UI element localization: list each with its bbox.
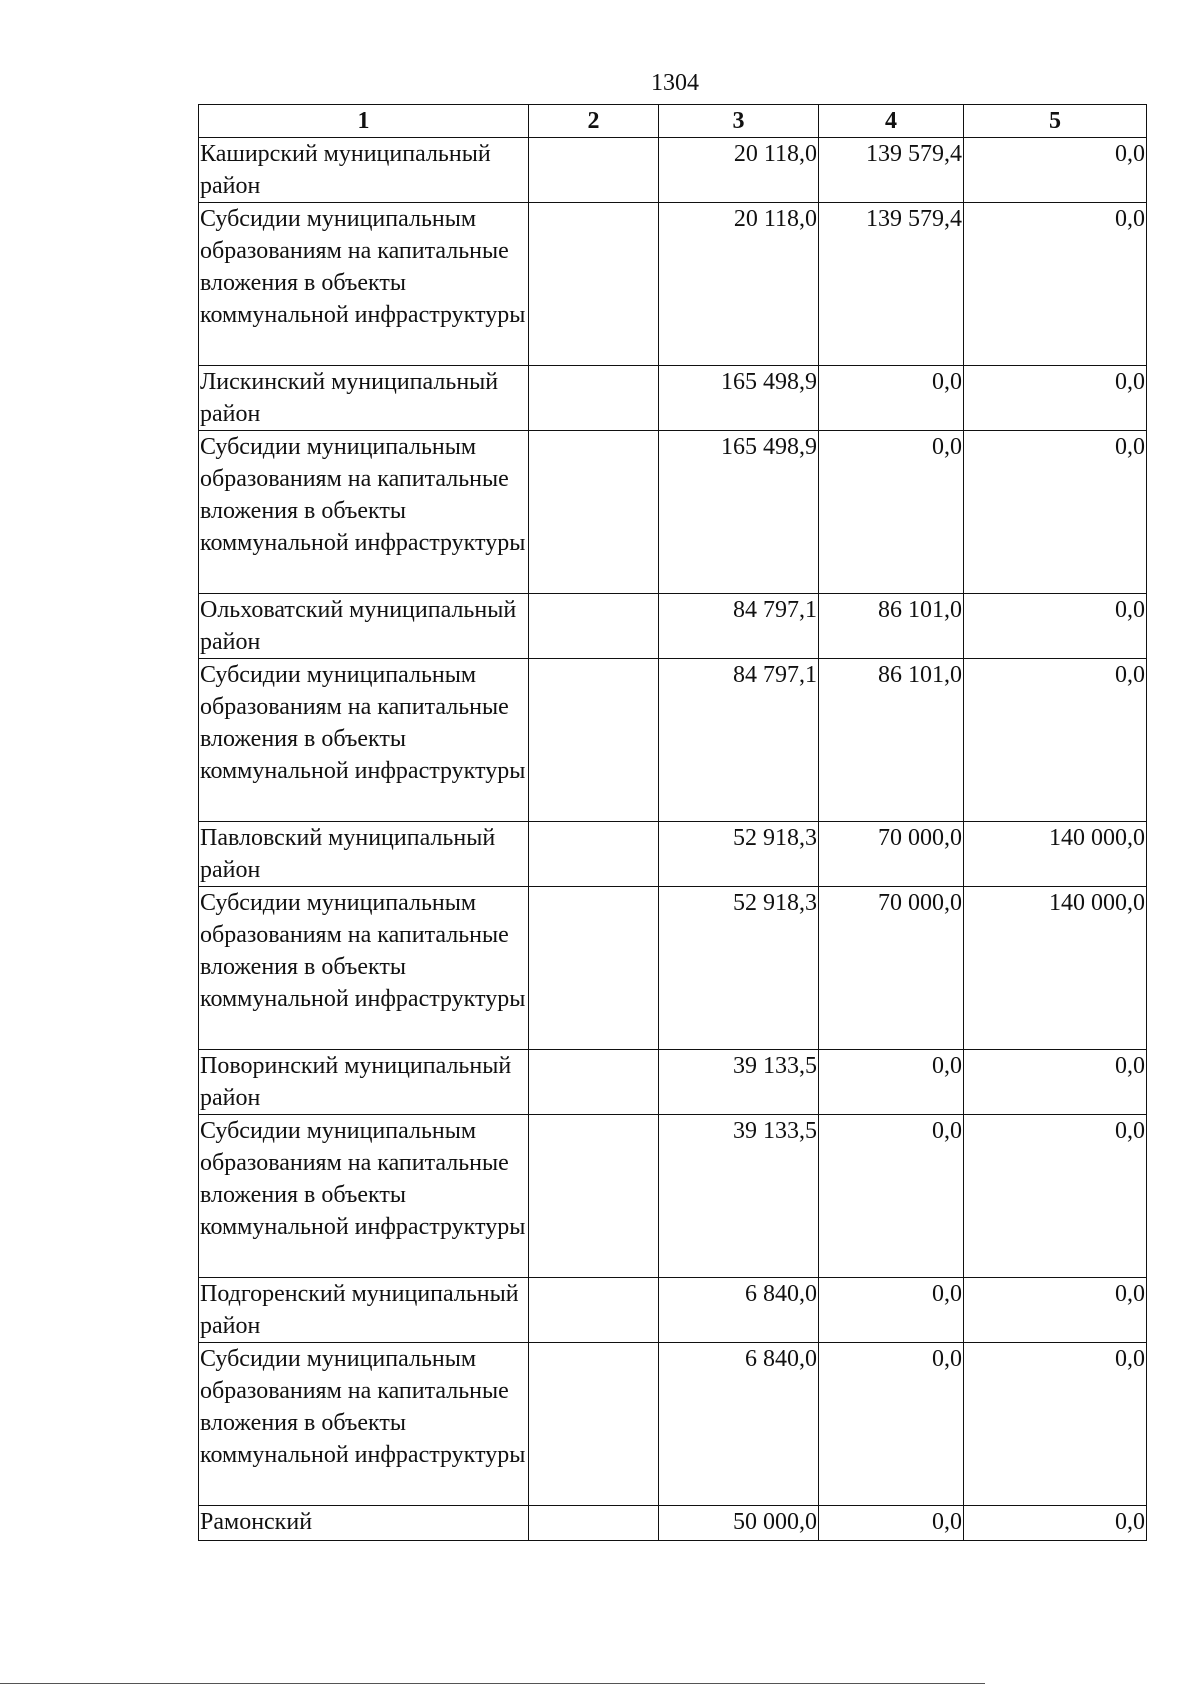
cell-col3: 6 840,0: [659, 1343, 819, 1506]
row-name: Подгоренский муниципальный район: [199, 1278, 529, 1343]
cell-col5: 140 000,0: [964, 887, 1147, 1050]
table-header-row: [199, 105, 1147, 138]
cell-col4: 0,0: [819, 1115, 964, 1278]
row-name: Поворинский муниципальный район: [199, 1050, 529, 1115]
table-row: [199, 1115, 1147, 1278]
table-row: [199, 1050, 1147, 1115]
row-name: Ольховатский муниципальный район: [199, 594, 529, 659]
page-number: 1304: [651, 70, 699, 96]
header-cell: 5: [964, 105, 1147, 138]
cell-col4: 70 000,0: [819, 887, 964, 1050]
cell-col5: 0,0: [964, 366, 1147, 431]
cell-col2: [529, 203, 659, 366]
cell-col3: 84 797,1: [659, 594, 819, 659]
cell-col2: [529, 659, 659, 822]
cell-col2: [529, 1506, 659, 1541]
row-name: Субсидии муниципальным образованиям на капитальные вложения в объекты коммунальной инфраструктуры: [199, 887, 529, 1050]
cell-col5: 0,0: [964, 203, 1147, 366]
budget-table: [198, 104, 1147, 1541]
cell-col5: 0,0: [964, 1343, 1147, 1506]
table-row: [199, 138, 1147, 203]
cell-col4: 0,0: [819, 431, 964, 594]
cell-col4: 139 579,4: [819, 138, 964, 203]
cell-col3: 84 797,1: [659, 659, 819, 822]
cell-col5: 0,0: [964, 1115, 1147, 1278]
footer-rule: [0, 1683, 985, 1684]
row-name: Каширский муниципальный район: [199, 138, 529, 203]
cell-col2: [529, 1115, 659, 1278]
cell-col4: 139 579,4: [819, 203, 964, 366]
cell-col4: 70 000,0: [819, 822, 964, 887]
row-name: Павловский муниципальный район: [199, 822, 529, 887]
cell-col4: 0,0: [819, 1506, 964, 1541]
cell-col2: [529, 887, 659, 1050]
cell-col3: 20 118,0: [659, 138, 819, 203]
header-cell: 4: [819, 105, 964, 138]
table-row: [199, 1506, 1147, 1541]
cell-col2: [529, 431, 659, 594]
table-row: [199, 887, 1147, 1050]
cell-col5: 0,0: [964, 594, 1147, 659]
cell-col2: [529, 1343, 659, 1506]
cell-col4: 86 101,0: [819, 594, 964, 659]
cell-col3: 165 498,9: [659, 366, 819, 431]
table-row: [199, 203, 1147, 366]
cell-col5: 0,0: [964, 1506, 1147, 1541]
cell-col5: 0,0: [964, 431, 1147, 594]
cell-col2: [529, 1278, 659, 1343]
table-row: [199, 1343, 1147, 1506]
table-row: [199, 366, 1147, 431]
cell-col5: 0,0: [964, 1050, 1147, 1115]
cell-col4: 0,0: [819, 1343, 964, 1506]
table-row: [199, 659, 1147, 822]
cell-col3: 6 840,0: [659, 1278, 819, 1343]
row-name: Субсидии муниципальным образованиям на капитальные вложения в объекты коммунальной инфраструктуры: [199, 659, 529, 822]
cell-col3: 52 918,3: [659, 822, 819, 887]
row-name: Лискинский муниципальный район: [199, 366, 529, 431]
cell-col2: [529, 1050, 659, 1115]
cell-col3: 20 118,0: [659, 203, 819, 366]
cell-col4: 0,0: [819, 1278, 964, 1343]
cell-col3: 39 133,5: [659, 1115, 819, 1278]
cell-col5: 0,0: [964, 138, 1147, 203]
cell-col4: 0,0: [819, 1050, 964, 1115]
cell-col5: 0,0: [964, 659, 1147, 822]
cell-col2: [529, 138, 659, 203]
table-row: [199, 594, 1147, 659]
cell-col3: 165 498,9: [659, 431, 819, 594]
row-name: Субсидии муниципальным образованиям на капитальные вложения в объекты коммунальной инфраструктуры: [199, 431, 529, 594]
cell-col2: [529, 594, 659, 659]
cell-col2: [529, 822, 659, 887]
cell-col3: 50 000,0: [659, 1506, 819, 1541]
table-row: [199, 1278, 1147, 1343]
table-row: [199, 822, 1147, 887]
header-cell: 1: [199, 105, 529, 138]
cell-col5: 0,0: [964, 1278, 1147, 1343]
row-name: Субсидии муниципальным образованиям на капитальные вложения в объекты коммунальной инфраструктуры: [199, 203, 529, 366]
cell-col4: 0,0: [819, 366, 964, 431]
row-name: Субсидии муниципальным образованиям на капитальные вложения в объекты коммунальной инфраструктуры: [199, 1115, 529, 1278]
row-name: Субсидии муниципальным образованиям на капитальные вложения в объекты коммунальной инфраструктуры: [199, 1343, 529, 1506]
cell-col3: 52 918,3: [659, 887, 819, 1050]
cell-col5: 140 000,0: [964, 822, 1147, 887]
header-cell: 2: [529, 105, 659, 138]
header-cell: 3: [659, 105, 819, 138]
cell-col4: 86 101,0: [819, 659, 964, 822]
cell-col3: 39 133,5: [659, 1050, 819, 1115]
row-name: Рамонский: [199, 1506, 529, 1541]
table-row: [199, 431, 1147, 594]
cell-col2: [529, 366, 659, 431]
